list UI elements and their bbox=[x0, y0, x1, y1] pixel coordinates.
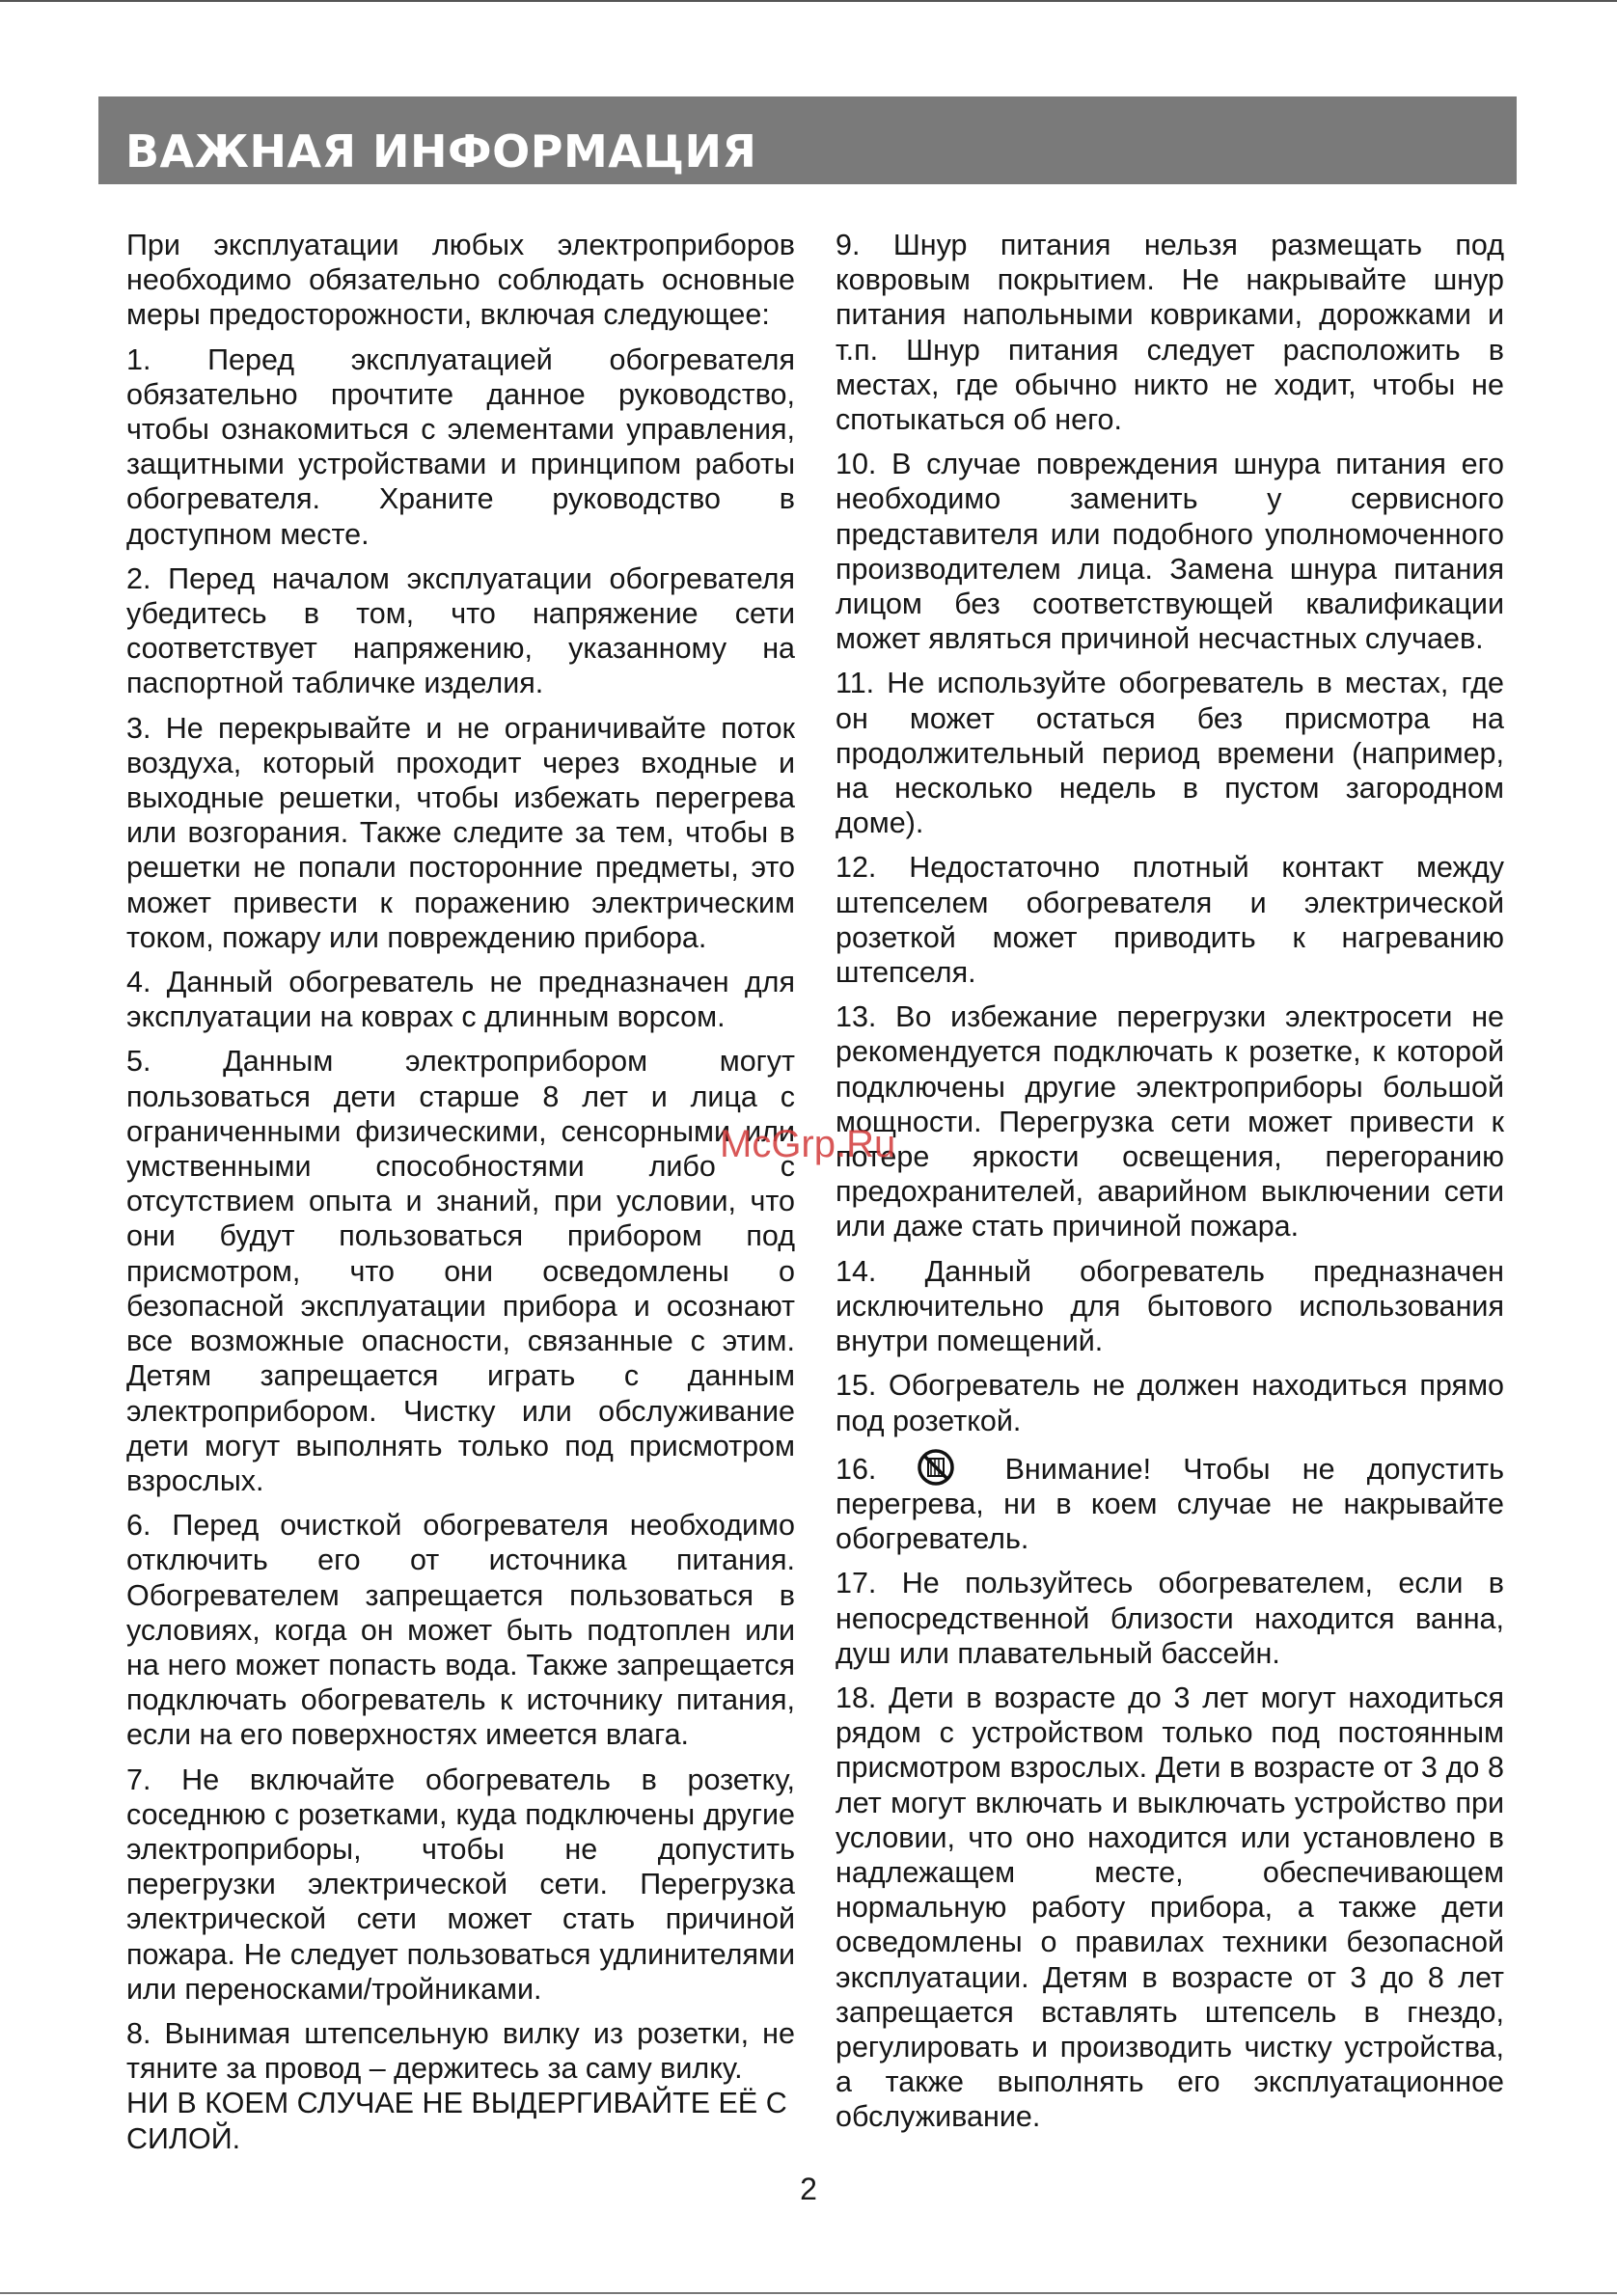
safety-item-11: 11. Не используйте обогреватель в местах, где он может остаться без присмотра на продолжительный период времени (например, на несколько недель в пустом загородном доме). bbox=[836, 667, 1504, 840]
item-16-text: Внимание! Чтобы не допустить перегрева, ни в коем случае не накрывайте обогреватель. bbox=[836, 1452, 1504, 1556]
safety-item-9: 9. Шнур питания нельзя размещать под ковровым покрытием. Не накрывайте шнур питания напольными ковриками, дорожками и т.п. Шнур питания следует расположить в местах, где обычно никто не ходит, чтобы не спотыкаться об него. bbox=[836, 229, 1504, 437]
safety-item-18: 18. Дети в возрасте до 3 лет могут находиться рядом с устройством только под постоянным присмотром взрослых. Дети в возрасте от 3 до 8 лет могут включать и выключать устройство при условии, что оно находится или установлено в надлежащем месте, обеспечивающем нормальную работу прибора, а также дети осведомлены о правилах техники безопасной эксплуатации. Детям в возрасте от 3 до 8 лет запрещается вставлять штепсель в гнездо, регулировать и производить чистку устройства, а также выполнять его эксплуатационное обслуживание. bbox=[836, 1681, 1504, 2134]
bottom-border-line bbox=[0, 2292, 1617, 2294]
safety-item-2: 2. Перед началом эксплуатации обогревателя убедитесь в том, что напряжение сети соответствует напряжению, указанному на паспортной табличке изделия. bbox=[126, 561, 795, 700]
safety-item-17: 17. Не пользуйтесь обогревателем, если в непосредственной близости находится ванна, душ или плавательный бассейн. bbox=[836, 1567, 1504, 1670]
safety-item-4: 4. Данный обогреватель не предназначен для эксплуатации на коврах с длинным ворсом. bbox=[126, 966, 795, 1034]
safety-item-3: 3. Не перекрывайте и не ограничивайте поток воздуха, который проходит через входные и выходные решетки, чтобы избежать перегрева или возгорания. Также следите за тем, чтобы в решетки не попали посторонние предметы, это может привести к поражению электрическим током, пожару или повреждению прибора. bbox=[126, 711, 795, 954]
intro-paragraph: При эксплуатации любых электроприборов необходимо обязательно соблюдать основные меры предосторожности, включая следующее: bbox=[126, 229, 795, 332]
safety-item-14: 14. Данный обогреватель предназначен исключительно для бытового использования внутри помещений. bbox=[836, 1254, 1504, 1358]
safety-item-8: 8. Вынимая штепсельную вилку из розетки, не тяните за провод – держитесь за саму вилку. bbox=[126, 2016, 795, 2086]
safety-item-1: 1. Перед эксплуатацией обогревателя обязательно прочтите данное руководство, чтобы ознакомиться с элементами управления, защитными устройствами и принципом работы обогревателя. Храните руководство в доступном месте. bbox=[126, 342, 795, 551]
right-column bbox=[836, 228, 1504, 2145]
top-border-line bbox=[0, 0, 1617, 2]
watermark: McGrp.Ru bbox=[720, 1123, 896, 1165]
safety-item-13: 13. Во избежание перегрузки электросети не рекомендуется подключать к розетке, к которой подключены другие электроприборы большой мощности. Перегрузка сети может привести к потере яркости освещения, перегоранию предохранителей, аварийном выключении сети или даже стать причиной пожара. bbox=[836, 1000, 1504, 1244]
safety-item-16 bbox=[836, 1448, 1504, 1557]
do-not-cover-icon bbox=[917, 1448, 959, 1487]
safety-item-6: 6. Перед очисткой обогревателя необходимо отключить его от источника питания. Обогревателем запрещается пользоваться в условиях, когда он может быть подтоплен или на него может попасть вода. Также запрещается подключать обогреватель к источнику питания, если на его поверхностях имеется влага. bbox=[126, 1509, 795, 1752]
left-column bbox=[126, 228, 795, 2166]
safety-item-5: 5. Данным электроприбором могут пользоваться дети старше 8 лет и лица с ограниченными физическими, сенсорными или умственными способностями либо с отсутствием опыта и знаний, при условии, что они будут пользоваться прибором под присмотром, что они осведомлены о безопасной эксплуатации прибора и осознают все возможные опасности, связанные с этим. Детям запрещается играть с данным электроприбором. Чистку или обслуживание дети могут выполнять только под присмотром взрослых. bbox=[126, 1045, 795, 1497]
safety-item-10: 10. В случае повреждения шнура питания его необходимо заменить у сервисного представителя или подобного уполномоченного производителем лица. Замена шнура питания лицом без соответствующей квалификации может являться причиной несчастных случаев. bbox=[836, 448, 1504, 656]
page-title: ВАЖНАЯ ИНФОРМАЦИЯ bbox=[125, 125, 757, 178]
safety-item-8-warning: НИ В КОЕМ СЛУЧАЕ НЕ ВЫДЕРГИВАЙТЕ ЕЁ С СИЛОЙ. bbox=[126, 2087, 787, 2155]
safety-item-12: 12. Недостаточно плотный контакт между штепселем обогревателя и электрической розеткой может приводить к нагреванию штепселя. bbox=[836, 851, 1504, 990]
page-number: 2 bbox=[800, 2172, 817, 2206]
safety-item-15: 15. Обогреватель не должен находиться прямо под розеткой. bbox=[836, 1369, 1504, 1437]
item-16-number: 16. bbox=[836, 1452, 877, 1486]
section-header bbox=[98, 96, 1517, 184]
safety-item-7: 7. Не включайте обогреватель в розетку, соседнюю с розетками, куда подключены другие электроприборы, чтобы не допустить перегрузки электрической сети. Перегрузка электрической сети может стать причиной пожара. Не следует пользоваться удлинителями или переносками/тройниками. bbox=[126, 1763, 795, 2006]
